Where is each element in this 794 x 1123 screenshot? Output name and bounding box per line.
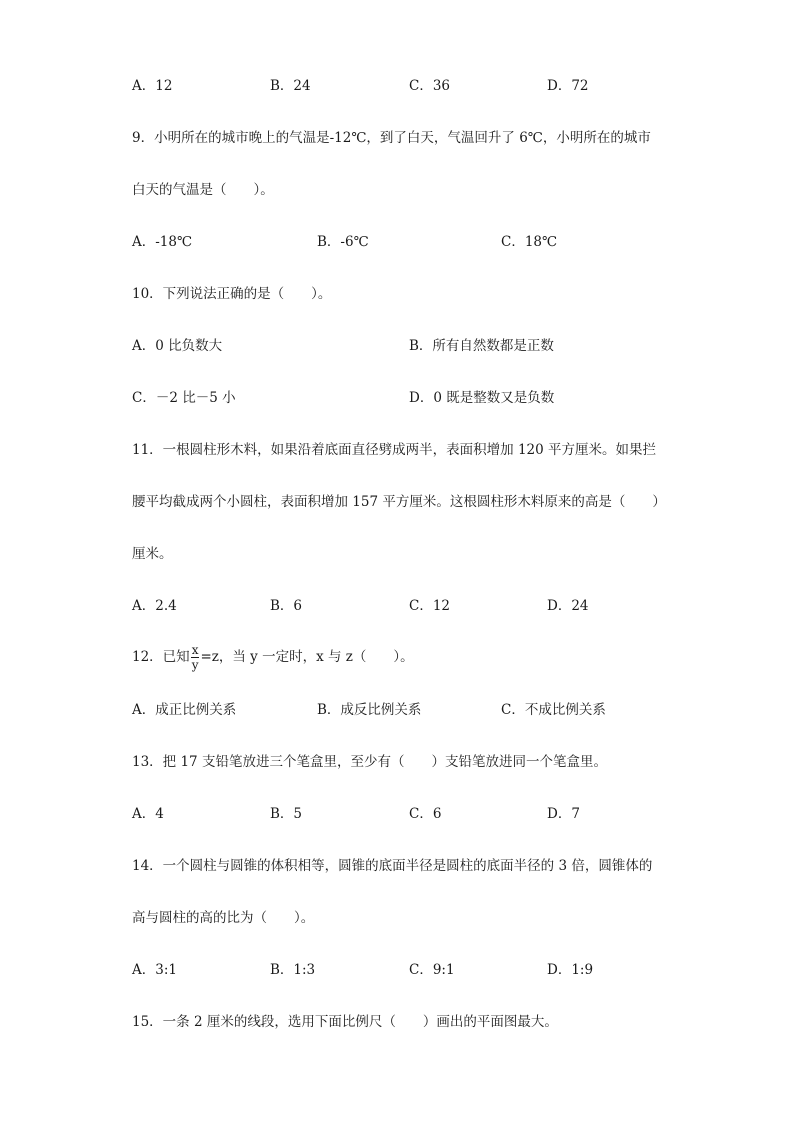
question-stem-line-1: 14．一个圆柱与圆锥的体积相等，圆锥的底面半径是圆柱的底面半径的 3 倍，圆锥体的 <box>132 858 653 874</box>
option-b: B．1:3 <box>270 962 316 978</box>
option-a: A．0 比负数大 <box>132 338 223 354</box>
option-d: D．24 <box>547 598 589 614</box>
option-d: D．1:9 <box>547 962 594 978</box>
stem-suffix: =z，当 y 一定时，x 与 z（ ）。 <box>200 649 414 665</box>
option-a: A．12 <box>132 78 173 94</box>
fraction-numerator: x <box>191 643 199 657</box>
option-c: C．18℃ <box>501 234 558 250</box>
question-stem <box>132 640 414 674</box>
stem-prefix: 12．已知 <box>132 649 190 665</box>
question-stem: 15．一条 2 厘米的线段，选用下面比例尺（ ）画出的平面图最大。 <box>132 1014 558 1030</box>
fraction-x-over-y <box>191 644 200 671</box>
option-d: D．72 <box>547 78 589 94</box>
option-c: C．6 <box>409 806 442 822</box>
option-d: D．0 既是整数又是负数 <box>409 390 555 406</box>
option-b: B．24 <box>270 78 311 94</box>
question-stem-line-1: 11．一根圆柱形木料，如果沿着底面直径劈成两半，表面积增加 120 平方厘米。如果拦 <box>132 442 657 458</box>
fraction-denominator: y <box>191 658 199 672</box>
option-a: A．成正比例关系 <box>132 702 237 718</box>
question-stem-line-1: 9．小明所在的城市晚上的气温是-12℃，到了白天，气温回升了 6℃，小明所在的城市 <box>132 130 651 146</box>
option-b: B．6 <box>270 598 303 614</box>
option-c: C．12 <box>409 598 451 614</box>
question-stem: 10．下列说法正确的是（ ）。 <box>132 286 332 302</box>
option-b: B．-6℃ <box>317 234 369 250</box>
question-stem-line-2: 腰平均截成两个小圆柱，表面积增加 157 平方厘米。这根圆柱形木料原来的高是（ ） <box>132 494 666 510</box>
option-b: B．成反比例关系 <box>317 702 422 718</box>
option-c: C．不成比例关系 <box>501 702 606 718</box>
question-stem-line-2: 高与圆柱的高的比为（ ）。 <box>132 910 315 926</box>
question-stem-line-3: 厘米。 <box>132 546 173 562</box>
option-b: B．所有自然数都是正数 <box>409 338 554 354</box>
option-a: A．3:1 <box>132 962 177 978</box>
question-stem: 13．把 17 支铅笔放进三个笔盒里，至少有（ ）支铅笔放进同一个笔盒里。 <box>132 754 607 770</box>
question-stem-line-2: 白天的气温是（ ）。 <box>132 182 274 198</box>
option-c: C．36 <box>409 78 451 94</box>
option-d: D．7 <box>547 806 580 822</box>
option-a: A．-18℃ <box>132 234 193 250</box>
option-c: C．－2 比－5 小 <box>132 390 236 406</box>
option-c: C．9:1 <box>409 962 455 978</box>
option-b: B．5 <box>270 806 303 822</box>
option-a: A．2.4 <box>132 598 177 614</box>
option-a: A．4 <box>132 806 164 822</box>
